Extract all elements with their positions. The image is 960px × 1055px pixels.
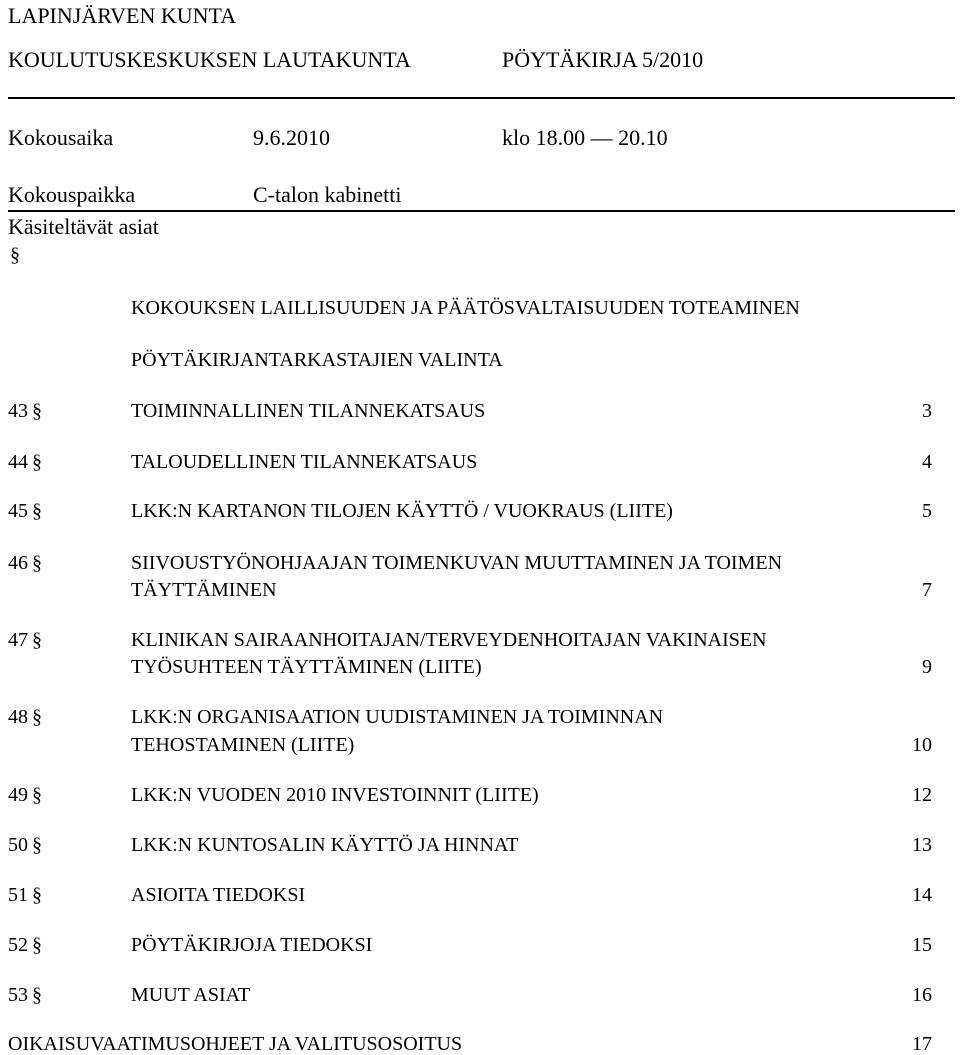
organization-name: LAPINJÄRVEN KUNTA: [8, 3, 237, 28]
agenda-title: TOIMINNALLINEN TILANNEKATSAUS: [131, 400, 486, 422]
agenda-title: KLINIKAN SAIRAANHOITAJAN/TERVEYDENHOITAJAN VAKINAISEN: [131, 629, 767, 651]
agenda-title: TALOUDELLINEN TILANNEKATSAUS: [131, 451, 478, 473]
section-sign: §: [32, 984, 42, 1006]
agenda-number: 53: [8, 984, 28, 1006]
agenda-page: 7: [922, 579, 932, 601]
agenda-page: 9: [922, 656, 932, 678]
section-sign: §: [32, 500, 42, 522]
document-id: PÖYTÄKIRJA 5/2010: [502, 47, 704, 72]
agenda-title-continued: TYÖSUHTEEN TÄYTTÄMINEN (LIITE): [131, 656, 482, 678]
section-sign: §: [32, 451, 42, 473]
agenda-page: 13: [912, 834, 932, 856]
agenda-title: ASIOITA TIEDOKSI: [131, 884, 306, 906]
agenda-page: 3: [922, 400, 932, 422]
meeting-time: klo 18.00 — 20.10: [502, 125, 668, 150]
items-heading: Käsiteltävät asiat: [8, 214, 159, 239]
header-rule: [8, 97, 955, 99]
agenda-page: 5: [922, 500, 932, 522]
section-sign: §: [32, 706, 42, 728]
agenda-title: LKK:N KARTANON TILOJEN KÄYTTÖ / VUOKRAUS (LIITE): [131, 500, 673, 522]
agenda-number: 46: [8, 552, 28, 574]
section-sign: §: [32, 400, 42, 422]
agenda-title: LKK:N KUNTOSALIN KÄYTTÖ JA HINNAT: [131, 834, 519, 856]
agenda-page: 12: [912, 784, 932, 806]
agenda-page: 4: [922, 451, 932, 473]
footer-item-title: OIKAISUVAATIMUSOHJEET JA VALITUSOSOITUS: [8, 1033, 463, 1055]
section-sign: §: [32, 834, 42, 856]
meeting-place: C-talon kabinetti: [253, 182, 402, 207]
agenda-page: 16: [912, 984, 932, 1006]
board-name: KOULUTUSKESKUKSEN LAUTAKUNTA: [8, 47, 411, 72]
agenda-number: 52: [8, 934, 28, 956]
section-sign: §: [32, 884, 42, 906]
agenda-title: MUUT ASIAT: [131, 984, 251, 1006]
agenda-number: 47: [8, 629, 28, 651]
meeting-date: 9.6.2010: [253, 125, 330, 150]
info-rule: [8, 210, 955, 212]
meeting-time-label: Kokousaika: [8, 125, 114, 150]
agenda-number: 49: [8, 784, 28, 806]
intro-item: KOKOUKSEN LAILLISUUDEN JA PÄÄTÖSVALTAISUUDEN TOTEAMINEN: [131, 297, 800, 319]
agenda-page: 14: [912, 884, 932, 906]
agenda-number: 48: [8, 706, 28, 728]
agenda-number: 43: [8, 400, 28, 422]
agenda-title: PÖYTÄKIRJOJA TIEDOKSI: [131, 934, 373, 956]
section-sign: §: [32, 934, 42, 956]
agenda-number: 44: [8, 451, 28, 473]
agenda-number: 50: [8, 834, 28, 856]
section-sign: §: [32, 784, 42, 806]
section-sign: §: [32, 552, 42, 574]
agenda-title: LKK:N VUODEN 2010 INVESTOINNIT (LIITE): [131, 784, 539, 806]
agenda-page: 10: [912, 734, 932, 756]
agenda-number: 51: [8, 884, 28, 906]
agenda-title: SIIVOUSTYÖNOHJAAJAN TOIMENKUVAN MUUTTAMINEN JA TOIMEN: [131, 552, 783, 574]
intro-item: PÖYTÄKIRJANTARKASTAJIEN VALINTA: [131, 349, 503, 371]
section-sign: §: [32, 629, 42, 651]
agenda-title-continued: TÄYTTÄMINEN: [131, 579, 277, 601]
agenda-number: 45: [8, 500, 28, 522]
agenda-title-continued: TEHOSTAMINEN (LIITE): [131, 734, 355, 756]
meeting-place-label: Kokouspaikka: [8, 182, 136, 207]
footer-item-page: 17: [912, 1033, 932, 1055]
agenda-title: LKK:N ORGANISAATION UUDISTAMINEN JA TOIMINNAN: [131, 706, 664, 728]
agenda-page: 15: [912, 934, 932, 956]
section-sign: §: [10, 244, 20, 266]
